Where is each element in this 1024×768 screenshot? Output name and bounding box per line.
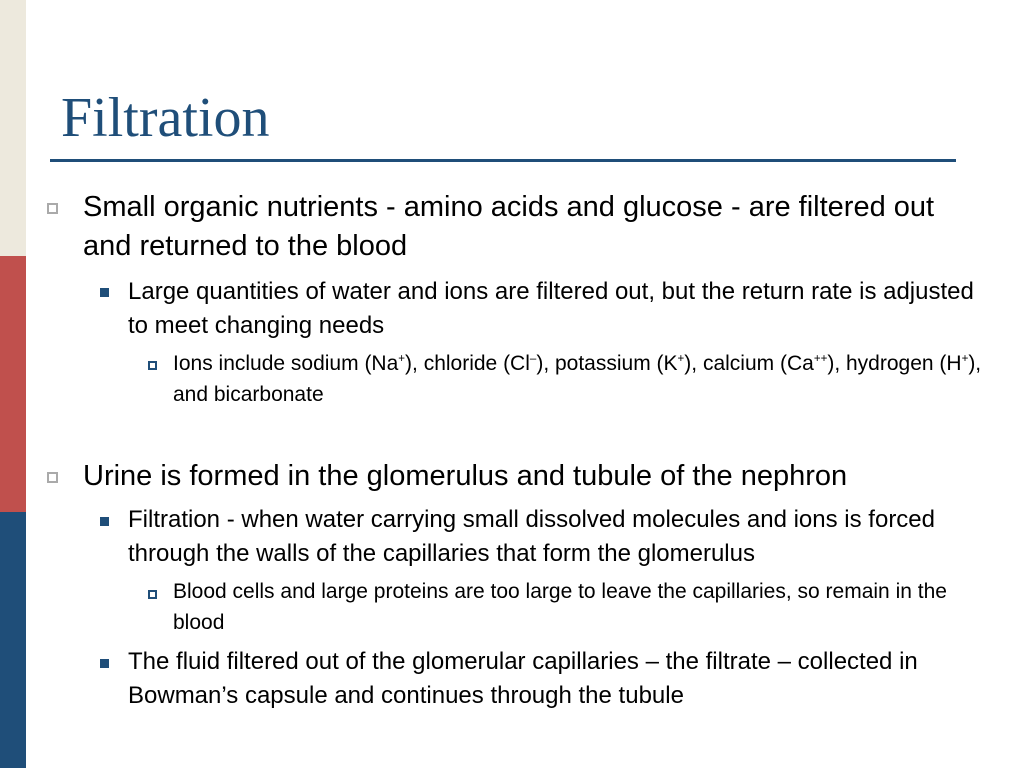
slide-title: Filtration bbox=[61, 87, 270, 149]
ions-text-6: ), and bicarbonate bbox=[173, 352, 982, 406]
small-hollow-square-bullet-icon bbox=[148, 590, 157, 599]
hollow-square-bullet-icon bbox=[47, 472, 58, 483]
ions-text-2: ), chloride (Cl bbox=[405, 352, 530, 375]
ions-text-5: ), hydrogen (H bbox=[827, 352, 962, 375]
bullet-level3-blood-cells: Blood cells and large proteins are too large to leave the capillaries, so remain in the blood bbox=[173, 580, 947, 634]
filled-square-bullet-icon bbox=[100, 288, 109, 297]
ions-text-1: Ions include sodium (Na bbox=[173, 352, 399, 375]
bullet-level1-urine: Urine is formed in the glomerulus and tubule of the nephron bbox=[83, 460, 848, 492]
filled-square-bullet-icon bbox=[100, 517, 109, 526]
superscript-charge: ++ bbox=[813, 353, 828, 365]
bullet-level2-water-ions: Large quantities of water and ions are filtered out, but the return rate is adjusted to meet changing needs bbox=[128, 278, 974, 339]
hollow-square-bullet-icon bbox=[47, 203, 58, 214]
bullet-level1-nutrients: Small organic nutrients - amino acids and glucose - are filtered out and returned to the blood bbox=[83, 191, 935, 262]
bullet-level2-filtration-def: Filtration - when water carrying small dissolved molecules and ions is forced through the walls of the capillaries that form the glomerulus bbox=[128, 506, 935, 567]
ions-text-4: ), calcium (Ca bbox=[684, 352, 814, 375]
superscript-charge: – bbox=[529, 353, 537, 365]
bullet-level3-ions-list bbox=[173, 348, 1003, 410]
filled-square-bullet-icon bbox=[100, 659, 109, 668]
superscript-charge: + bbox=[398, 353, 406, 365]
superscript-charge: + bbox=[961, 353, 969, 365]
small-hollow-square-bullet-icon bbox=[148, 361, 157, 370]
bullet-level2-filtrate: The fluid filtered out of the glomerular capillaries – the filtrate – collected in Bowman’s capsule and continues through the tubule bbox=[128, 648, 918, 709]
superscript-charge: + bbox=[677, 353, 685, 365]
ions-text-3: ), potassium (K bbox=[536, 352, 678, 375]
